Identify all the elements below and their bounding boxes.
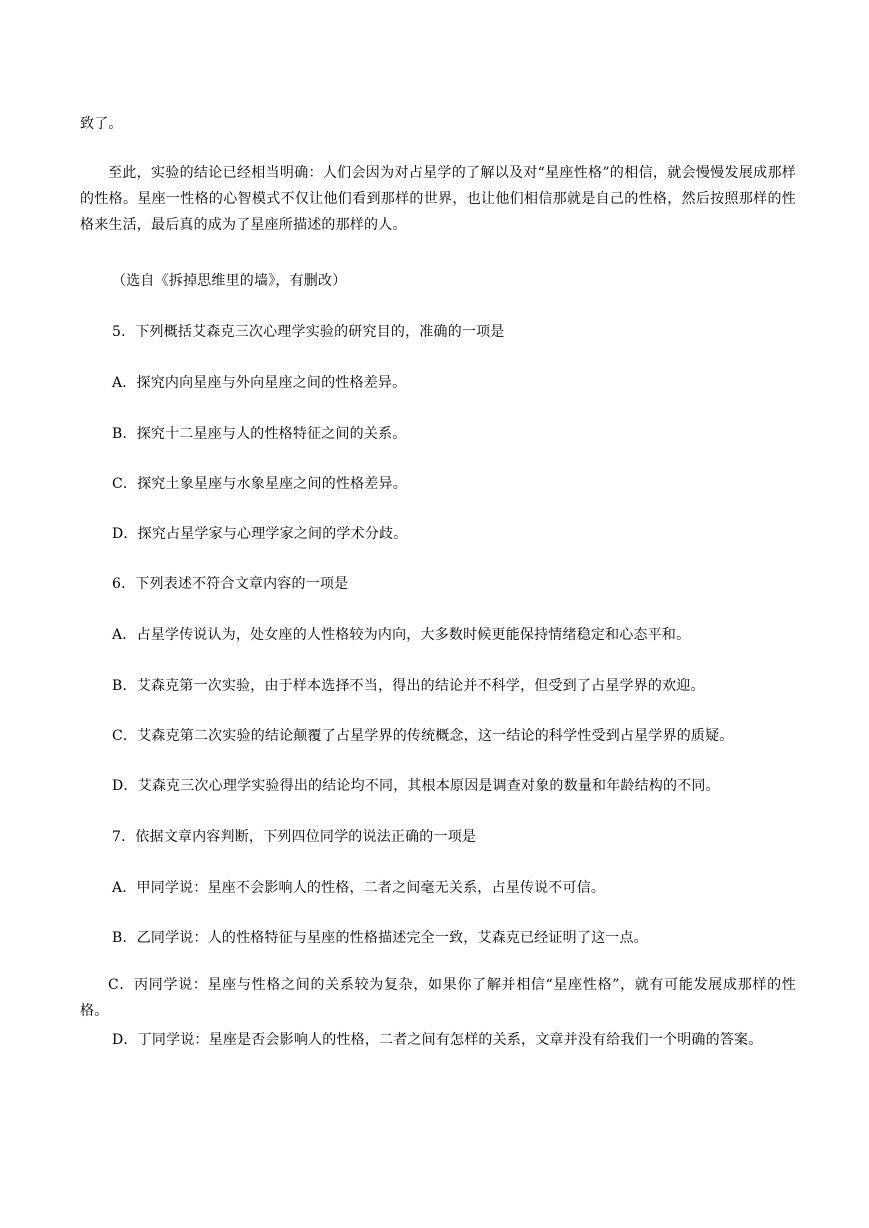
question-7-option-d: D．丁同学说：星座是否会影响人的性格，二者之间有怎样的关系，文章并没有给我们一个明确的答案。 xyxy=(112,1032,763,1048)
passage-source-citation: （选自《拆掉思维里的墙》，有删改） xyxy=(112,273,347,289)
question-5-option-a: A．探究内向星座与外向星座之间的性格差异。 xyxy=(112,375,407,391)
question-6-option-d: D．艾森克三次心理学实验得出的结论均不同，其根本原因是调查对象的数量和年龄结构的不同。 xyxy=(112,778,720,794)
passage-conclusion-paragraph: 至此，实验的结论已经相当明确：人们会因为对占星学的了解以及对“星座性格”的相信，就会慢慢发展成那样的性格。星座一性格的心智模式不仅让他们看到那样的世界，也让他们相信那就是自己的性格，然后按照那样的性格来生活，最后真的成为了星座所描述的那样的人。 xyxy=(80,165,796,233)
question-7-stem: 7．依据文章内容判断，下列四位同学的说法正确的一项是 xyxy=(112,829,477,845)
question-7-option-b: B．乙同学说：人的性格特征与星座的性格描述完全一致，艾森克已经证明了这一点。 xyxy=(112,930,648,946)
passage-continuation: 致了。 xyxy=(80,116,123,132)
question-5-option-d: D．探究占星学家与心理学家之间的学术分歧。 xyxy=(112,526,408,542)
question-5-stem: 5．下列概括艾森克三次心理学实验的研究目的，准确的一项是 xyxy=(112,324,505,340)
question-7-option-c: C．丙同学说：星座与性格之间的关系较为复杂，如果你了解并相信“星座性格”，就有可能发展成那样的性格。 xyxy=(80,977,796,1019)
question-6-option-b: B．艾森克第一次实验，由于样本选择不当，得出的结论并不科学，但受到了占星学界的欢迎。 xyxy=(112,678,705,694)
question-7-option-a: A．甲同学说：星座不会影响人的性格，二者之间毫无关系，占星传说不可信。 xyxy=(112,880,606,896)
question-5-option-b: B．探究十二星座与人的性格特征之间的关系。 xyxy=(112,426,407,442)
question-5-option-c: C．探究土象星座与水象星座之间的性格差异。 xyxy=(112,476,407,492)
question-6-option-c: C．艾森克第二次实验的结论颠覆了占星学界的传统概念，这一结论的科学性受到占星学界的质疑。 xyxy=(112,728,734,744)
question-6-stem: 6．下列表述不符合文章内容的一项是 xyxy=(112,576,349,592)
question-6-option-a: A．占星学传说认为，处女座的人性格较为内向，大多数时候更能保持情绪稳定和心态平和。 xyxy=(112,627,691,643)
